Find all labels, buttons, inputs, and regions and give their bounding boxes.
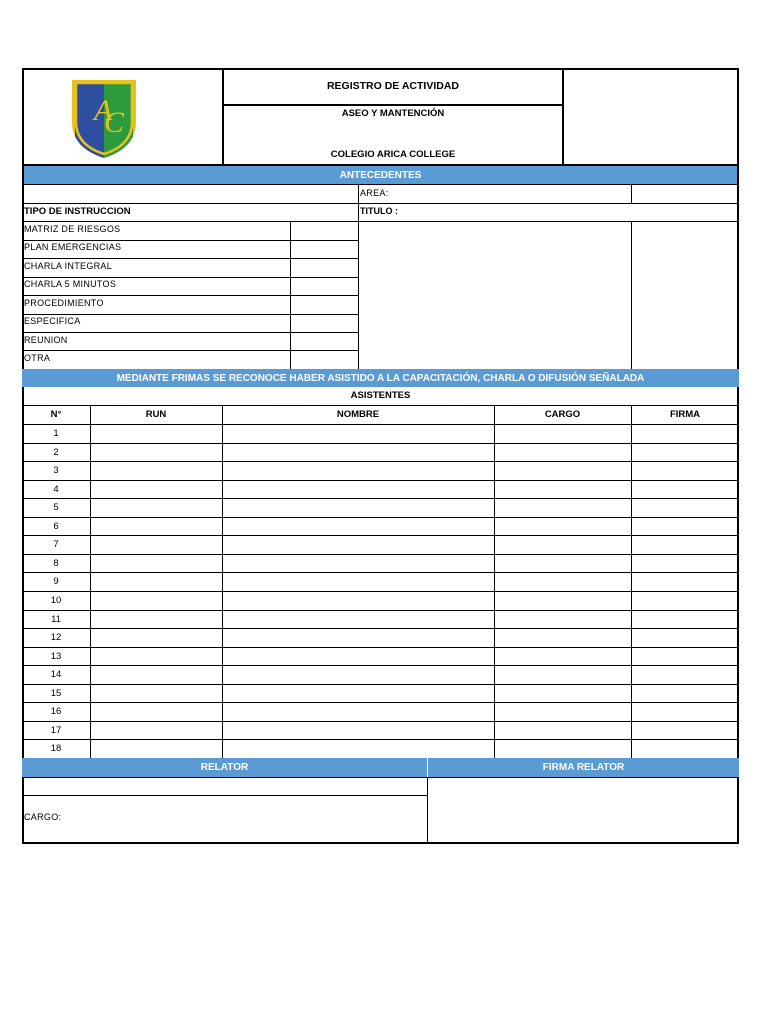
nombre-field[interactable]	[223, 740, 494, 757]
cargo-label: CARGO:	[24, 812, 62, 822]
run-field[interactable]	[91, 555, 222, 572]
row-number: 14	[50, 669, 62, 680]
col-cargo: CARGO	[544, 409, 581, 420]
type-charla-5-minutos: CHARLA 5 MINUTOS	[24, 279, 117, 289]
nombre-field[interactable]	[223, 722, 494, 739]
nombre-field[interactable]	[223, 611, 494, 628]
school-name: COLEGIO ARICA COLLEGE	[330, 149, 456, 160]
form-subtitle: ASEO Y MANTENCIÓN	[341, 108, 445, 119]
relator-name-field[interactable]	[24, 778, 426, 795]
logo-letter-a: A	[94, 94, 113, 127]
firma-field[interactable]	[632, 499, 737, 516]
run-field[interactable]	[91, 703, 222, 720]
titulo-label: TITULO :	[360, 206, 398, 216]
firma-field[interactable]	[632, 740, 737, 757]
attendance-notice: MEDIANTE FRIMAS SE RECONOCE HABER ASISTIDO A LA CAPACITACIÓN, CHARLA O DIFUSIÓN SEÑALADA	[22, 369, 739, 387]
firma-field[interactable]	[632, 666, 737, 683]
row-number: 15	[50, 688, 62, 699]
row-number: 11	[51, 614, 61, 625]
cargo-field[interactable]	[495, 481, 631, 498]
type-matriz-riesgos: MATRIZ DE RIESGOS	[24, 224, 121, 234]
relator-header: RELATOR	[22, 758, 427, 777]
cargo-field[interactable]	[495, 592, 631, 609]
run-field[interactable]	[91, 499, 222, 516]
run-field[interactable]	[91, 462, 222, 479]
row-number: 2	[53, 447, 59, 458]
row-number: 13	[50, 651, 62, 662]
firma-field[interactable]	[632, 518, 737, 535]
type-procedimiento: PROCEDIMIENTO	[24, 298, 104, 308]
logo-letter-c: C	[104, 106, 125, 139]
nombre-field[interactable]	[223, 536, 494, 553]
firma-field[interactable]	[632, 573, 737, 590]
firma-relator-header: FIRMA RELATOR	[428, 758, 739, 777]
nombre-field[interactable]	[223, 425, 494, 442]
cargo-field[interactable]	[495, 555, 631, 572]
cargo-field[interactable]	[495, 444, 631, 461]
nombre-field[interactable]	[223, 499, 494, 516]
run-field[interactable]	[91, 536, 222, 553]
run-field[interactable]	[91, 518, 222, 535]
row-number: 1	[53, 428, 59, 439]
run-field[interactable]	[91, 444, 222, 461]
cargo-field[interactable]	[495, 611, 631, 628]
firma-field[interactable]	[632, 444, 737, 461]
nombre-field[interactable]	[223, 481, 494, 498]
form-title: REGISTRO DE ACTIVIDAD	[326, 80, 460, 92]
type-plan-emergencias: PLAN EMERGENCIAS	[24, 242, 122, 252]
type-otra: OTRA	[24, 353, 51, 363]
nombre-field[interactable]	[223, 666, 494, 683]
relator-signature-field[interactable]	[429, 778, 737, 842]
row-number: 9	[53, 576, 59, 587]
run-field[interactable]	[91, 611, 222, 628]
row-number: 6	[53, 521, 59, 532]
run-field[interactable]	[91, 629, 222, 646]
asistentes-label: ASISTENTES	[350, 390, 411, 401]
type-especifica: ESPECIFICA	[24, 316, 81, 326]
firma-field[interactable]	[632, 481, 737, 498]
cargo-field[interactable]	[495, 722, 631, 739]
cargo-field[interactable]	[495, 573, 631, 590]
nombre-field[interactable]	[223, 518, 494, 535]
nombre-field[interactable]	[223, 555, 494, 572]
run-field[interactable]	[91, 592, 222, 609]
cargo-field[interactable]	[495, 666, 631, 683]
area-label: AREA:	[360, 188, 389, 198]
cargo-field[interactable]	[495, 648, 631, 665]
row-number: 16	[50, 706, 62, 717]
type-charla-integral: CHARLA INTEGRAL	[24, 261, 113, 271]
row-number: 12	[50, 632, 62, 643]
firma-field[interactable]	[632, 685, 737, 702]
firma-field[interactable]	[632, 555, 737, 572]
firma-field[interactable]	[632, 592, 737, 609]
nombre-field[interactable]	[223, 703, 494, 720]
cargo-field[interactable]	[495, 703, 631, 720]
cargo-field[interactable]	[495, 462, 631, 479]
firma-field[interactable]	[632, 611, 737, 628]
shield-icon	[60, 72, 148, 162]
run-field[interactable]	[91, 425, 222, 442]
col-run: RUN	[145, 409, 167, 420]
cargo-field[interactable]	[495, 685, 631, 702]
cargo-field[interactable]	[495, 518, 631, 535]
cargo-field[interactable]	[495, 629, 631, 646]
row-number: 5	[53, 502, 59, 513]
row-number: 4	[53, 484, 59, 495]
run-field[interactable]	[91, 685, 222, 702]
firma-field[interactable]	[632, 648, 737, 665]
nombre-field[interactable]	[223, 573, 494, 590]
cargo-field[interactable]	[495, 425, 631, 442]
col-numero: N°	[50, 409, 62, 420]
row-number: 10	[50, 595, 62, 606]
firma-field[interactable]	[632, 425, 737, 442]
row-number: 3	[53, 465, 59, 476]
firma-field[interactable]	[632, 629, 737, 646]
col-firma: FIRMA	[669, 409, 701, 420]
school-logo	[60, 72, 148, 162]
run-field[interactable]	[91, 666, 222, 683]
nombre-field[interactable]	[223, 685, 494, 702]
firma-field[interactable]	[632, 703, 737, 720]
run-field[interactable]	[91, 573, 222, 590]
nombre-field[interactable]	[223, 462, 494, 479]
run-field[interactable]	[91, 648, 222, 665]
nombre-field[interactable]	[223, 648, 494, 665]
row-number: 17	[50, 725, 62, 736]
run-field[interactable]	[91, 481, 222, 498]
col-nombre: NOMBRE	[336, 409, 380, 420]
antecedentes-header: ANTECEDENTES	[24, 166, 737, 184]
type-reunion: REUNION	[24, 335, 68, 345]
nombre-field[interactable]	[223, 592, 494, 609]
row-number: 18	[50, 743, 62, 754]
row-number: 7	[53, 539, 59, 550]
row-number: 8	[53, 558, 59, 569]
run-field[interactable]	[91, 722, 222, 739]
firma-field[interactable]	[632, 722, 737, 739]
nombre-field[interactable]	[223, 444, 494, 461]
firma-field[interactable]	[632, 462, 737, 479]
cargo-field[interactable]	[495, 499, 631, 516]
nombre-field[interactable]	[223, 629, 494, 646]
run-field[interactable]	[91, 740, 222, 757]
cargo-field[interactable]	[495, 740, 631, 757]
firma-field[interactable]	[632, 536, 737, 553]
cargo-field[interactable]	[495, 536, 631, 553]
tipo-instruccion-label: TIPO DE INSTRUCCION	[24, 206, 131, 217]
